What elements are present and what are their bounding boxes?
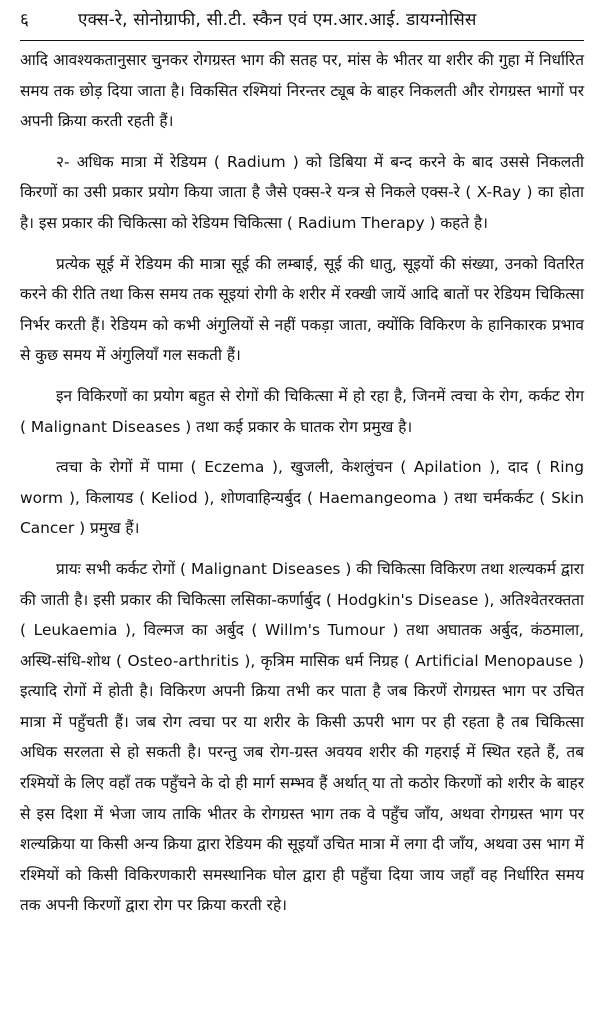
page-header: [20, 0, 584, 41]
paragraph-continuation: आदि आवश्यकतानुसार चुनकर रोगग्रस्त भाग की सतह पर, मांस के भीतर या शरीर की गुहा में निर्धारित समय तक छोड़ दिया जाता है। विकसित रश्मियां निरन्तर ट्यूब के बाहर निकलती और रोगग्रस्त भागों पर अपनी क्रिया करती रहती हैं।: [20, 51, 584, 131]
paragraph-radium-box: २- अधिक मात्रा में रेडियम ( Radium ) को डिबिया में बन्द करने के बाद उससे निकलती किरणों का उसी प्रकार प्रयोग किया जाता है जैसे एक्स-रे यन्त्र से निकले एक्स-रे ( X-Ray ) का होता है। इस प्रकार की चिकित्सा को रेडियम चिकित्सा ( Radium Therapy ) कहते है।: [20, 152, 584, 232]
running-title: एक्स-रे, सोनोग्राफी, सी.टी. स्कैन एवं एम.आर.आई. डायग्नोसिस: [78, 10, 477, 30]
paragraph-malignant-treatment: प्रायः सभी कर्कट रोगों ( Malignant Diseases ) की चिकित्सा विकिरण तथा शल्यकर्म द्वारा की जाती है। इसी प्रकार की चिकित्सा लसिका-कर्णार्बुद ( Hodgkin's Disease ), अतिश्वेतरक्तता ( Leukaemia ), विल्मज का अर्बुद ( Willm's Tumour ) तथा अघातक अर्बुद, कंठमाला, अस्थि-संधि-शोथ ( Osteo-arthritis ), कृत्रिम मासिक धर्म निग्रह ( Artificial Menopause ) इत्यादि रोगों में होती है। विकिरण अपनी क्रिया तभी कर पाता है जब किरणें रोगग्रस्त भाग पर उचित मात्रा में पहुँचती हैं। जब रोग त्वचा पर या शरीर के किसी ऊपरी भाग पर ही रहता है तब चिकित्सा अधिक सरलता से हो सकती है। परन्तु जब रोग-ग्रस्त अवयव शरीर की गहराई में स्थित रहते हैं, तब रश्मियों के लिए वहाँ तक पहुँचने के दो ही मार्ग सम्भव हैं अर्थात् या तो कठोर किरणों को शरीर के बाहर से इस दिशा में भेजा जाय ताकि भीतर के रोगग्रस्त भाग तक वे पहुँच जाँय, अथवा रोगग्रस्त भाग पर शल्यक्रिया या किसी अन्य क्रिया द्वारा रेडियम की सूइयाँ उचित मात्रा में लगा दी जाँय, अथवा उस भाग में रश्मियों को किसी विकिरणकारी समस्थानिक घोल द्वारा ही पहुँचा दिया जाय जहाँ वह निर्धारित समय तक अपनी किरणों द्वारा रोग पर क्रिया करती रहे।: [20, 559, 584, 915]
paragraph-radiation-uses: इन विकिरणों का प्रयोग बहुत से रोगों की चिकित्सा में हो रहा है, जिनमें त्वचा के रोग, कर्कट रोग ( Malignant Diseases ) तथा कई प्रकार के घातक रोग प्रमुख है।: [20, 386, 584, 436]
page-number: ६: [20, 10, 29, 30]
paragraph-needle-radium: प्रत्येक सूई में रेडियम की मात्रा सूई की लम्बाई, सूई की धातु, सूइयों की संख्या, उनको वितरित करने की रीति तथा किस समय तक सूइयां रोगी के शरीर में रक्खी जायें आदि बातों पर रेडियम चिकित्सा निर्भर करती हैं। रेडियम को कभी अंगुलियों से नहीं पकड़ा जाता, क्योंकि विकिरण के हानिकारक प्रभाव से कुछ समय में अंगुलियाँ गल सकती हैं।: [20, 254, 584, 365]
paragraph-skin-diseases: त्वचा के रोगों में पामा ( Eczema ), खुजली, केशलुंचन ( Apilation ), दाद ( Ring worm ), किलायड ( Keliod ), शोणवाहिन्यर्बुद ( Haemangeoma ) तथा चर्मकर्कट ( Skin Cancer ) प्रमुख हैं।: [20, 458, 584, 538]
